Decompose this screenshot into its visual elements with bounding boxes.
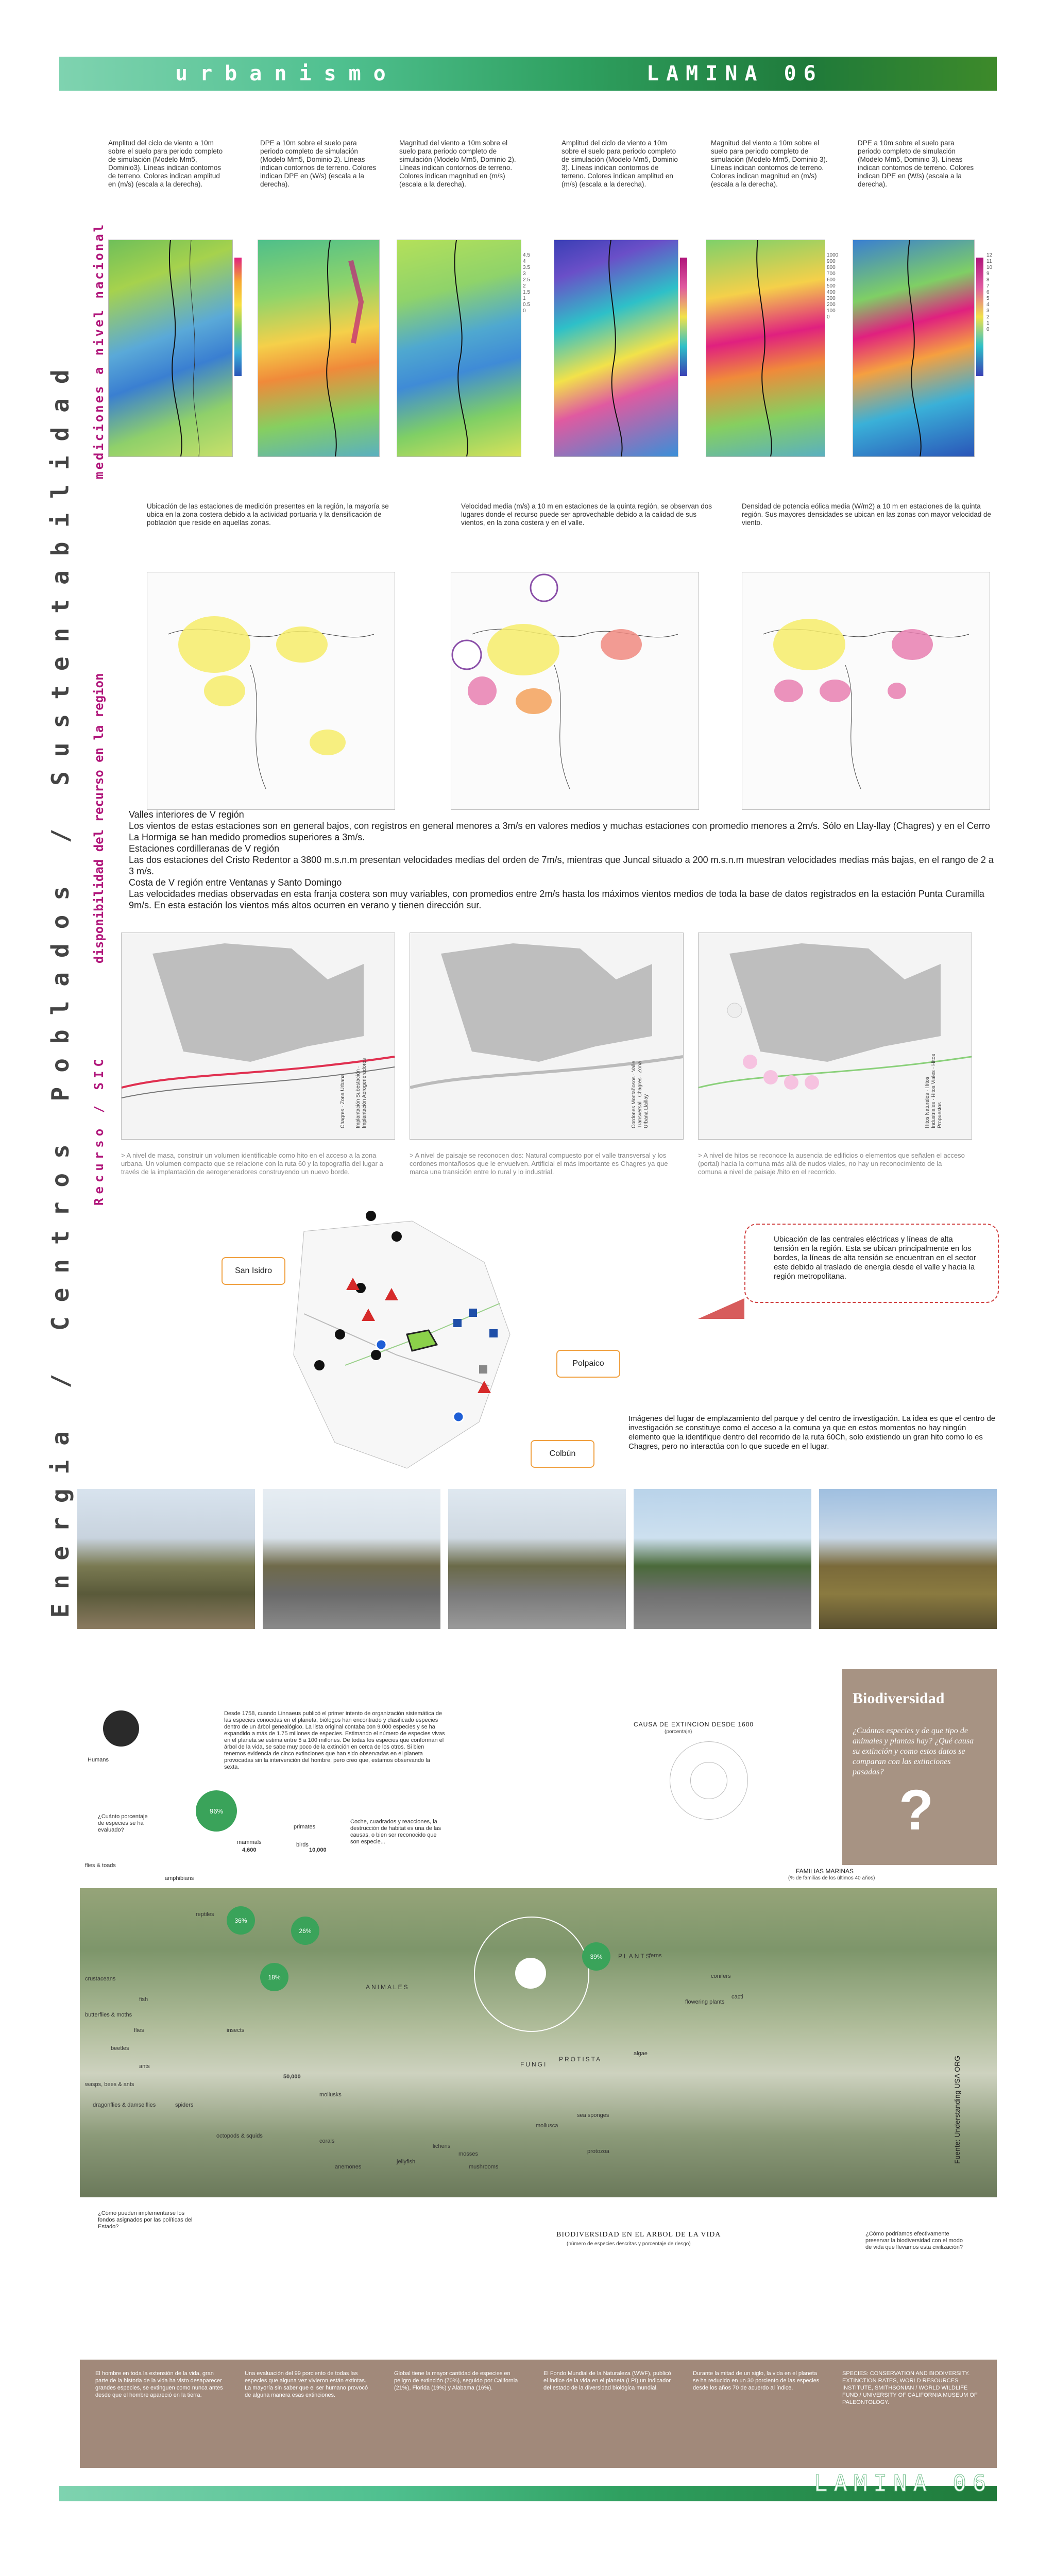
label-flies-toads: flies & toads xyxy=(85,1862,116,1869)
region-map-velocity xyxy=(451,572,699,810)
tree-sub: (número de especies descritas y porcentaje de riesgo) xyxy=(567,2241,691,2247)
label-conifers: conifers xyxy=(711,1973,731,1979)
wind-map-4 xyxy=(554,240,678,457)
label-wasps: wasps, bees & ants xyxy=(85,2081,134,2088)
site-photo-2 xyxy=(263,1489,440,1629)
site-photo-4 xyxy=(634,1489,811,1629)
site-note-3: > A nivel de hitos se reconoce la ausencia de edificios o elementos que señalen el acceso (portal) hacia la comuna más allá de nudos viales, no hay un reconocimiento de la comuna a nivel de paisaje /hito en el recorrido. xyxy=(698,1151,965,1176)
group-animales: ANIMALES xyxy=(366,1984,410,1991)
label-cacti: cacti xyxy=(731,1994,743,2000)
label-mammals: mammals xyxy=(237,1839,262,1845)
tick: 0 xyxy=(986,327,990,332)
tick: 800 xyxy=(827,265,836,270)
tick: 3 xyxy=(986,308,990,314)
label-colbun: Colbún xyxy=(531,1440,594,1468)
tick: 100 xyxy=(827,308,836,314)
group-protista: PROTISTA xyxy=(559,2056,602,2063)
bubble-pointer xyxy=(698,1298,744,1319)
valleys-heading-1: Valles interiores de V región xyxy=(129,809,244,820)
wind-caption-1: Amplitud del ciclo de viento a 10m sobre el suelo para periodo completo de simulación (Modelo Mm5, Dominio3). Líneas indican contornos de terreno. Colores indican amplitud en (m/s) (escala a la derecha). xyxy=(108,139,223,188)
percent-bubble: 39% xyxy=(582,1942,610,1971)
group-fungi: FUNGI xyxy=(520,2061,548,2068)
terrain-contours xyxy=(397,240,521,456)
legend-item: Implantación Subestación xyxy=(355,1069,361,1128)
colorbar-4 xyxy=(680,258,687,376)
question-mark-icon: ? xyxy=(899,1778,934,1842)
label-crustaceans: crustaceans xyxy=(85,1976,116,1982)
region-caption-2: Velocidad media (m/s) a 10 m en estaciones de la quinta región, se observan dos lugares donde el recurso puede ser aprovechable debido a la calidad de sus vientos, en la zona costera y en el valle. xyxy=(461,502,712,527)
label-mosses: mosses xyxy=(458,2151,478,2157)
legend-item: Hitos Propuestos xyxy=(931,1054,943,1128)
info-col-6: SPECIES: CONSERVATION AND BIODIVERSITY. EXTINCTION RATES, WORLD RESOURCES INSTITUTE, SMITHSONIAN / WORLD WILDLIFE FUND / UNIVERSITY OF CALIFORNIA MUSEUM OF PALEONTOLOGY. xyxy=(842,2370,978,2405)
legend-2: Cordones Montañosos · Valle Transversal · Chagres · Zona Urbana Llaillay xyxy=(631,1060,649,1128)
site-note-2: > A nivel de paisaje se reconocen dos: Natural compuesto por el valle transversal y los cordones montañosos que le envuelven. Artificial el más importante es Chagres ya que marca una transición entre lo rural y lo industrial. xyxy=(410,1151,668,1176)
scale-1 xyxy=(523,252,530,314)
humans-label: Humans xyxy=(88,1757,109,1763)
info-col-1: El hombre en toda la extensión de la vida, gran parte de la historia de la vida ha visto desaparecer grandes especies, se extinguen como nunca antes desde que el hombre apareció en la tierra. xyxy=(95,2370,223,2398)
families-title: FAMILIAS MARINAS xyxy=(796,1868,854,1875)
legend-item: Chagres xyxy=(637,1077,643,1097)
tick: 1 xyxy=(986,320,990,326)
label-sea-sponges: sea sponges xyxy=(577,2112,609,2119)
label-protozoa: protozoa xyxy=(587,2148,609,2155)
legend-item: Zona Urbana Llaillay xyxy=(637,1061,649,1128)
legend-item: Implantación Aerogeneradores xyxy=(362,1058,367,1128)
tick: 400 xyxy=(827,290,836,295)
tick: 4 xyxy=(523,259,526,264)
header-title-left: urbanismo xyxy=(175,62,398,86)
label-corals: corals xyxy=(319,2138,335,2144)
label-ants: ants xyxy=(139,2063,150,2070)
label-jellyfish: jellyfish xyxy=(397,2159,416,2165)
wind-caption-4: Amplitud del ciclo de viento a 10m sobre el suelo para periodo completo de simulación (Modelo Mm5, Dominio 3). Líneas indican contornos de terreno. Colores indican amplitud en (m/s) (escala a la derecha). xyxy=(561,139,678,188)
label-fish: fish xyxy=(139,1996,148,2003)
label-mollusks: mollusks xyxy=(319,2092,342,2098)
tick: 1.5 xyxy=(523,290,530,295)
tick: 1 xyxy=(523,296,526,301)
side-subtitle-sic: Recurso / SIC xyxy=(92,1055,106,1206)
colorbar-1 xyxy=(234,258,242,376)
tick: 6 xyxy=(986,290,990,295)
label-flies: flies xyxy=(134,2027,144,2033)
tick: 300 xyxy=(827,296,836,301)
percent-bubble: 18% xyxy=(260,1963,288,1991)
biodiversity-box xyxy=(842,1669,997,1865)
terrain-contours xyxy=(706,240,825,456)
tick: 0 xyxy=(523,308,526,314)
wind-map-3 xyxy=(397,240,521,457)
tick: 9 xyxy=(986,271,990,277)
tick: 700 xyxy=(827,271,836,277)
tick: 4.5 xyxy=(523,252,530,258)
header-title-right: LAMINA 06 xyxy=(646,62,823,86)
number-4600: 4,600 xyxy=(242,1847,257,1853)
label-ferns: ferns xyxy=(649,1953,662,1959)
terrain-contours xyxy=(109,240,232,456)
region-caption-1: Ubicación de las estaciones de medición presentes en la región, la mayoría se ubica en la zona costera debido a la actividad portuaria y la densificación de población que reside en aquellas zonas. xyxy=(147,502,389,527)
label-lichens: lichens xyxy=(433,2143,451,2149)
legend-item: Hitos Industriales xyxy=(925,1076,937,1128)
site-photo-3 xyxy=(448,1489,626,1629)
legend-item: Hitos Naturales xyxy=(925,1093,930,1128)
region-map-svg xyxy=(451,572,699,809)
valleys-heading-3: Costa de V región entre Ventanas y Santo Domingo xyxy=(129,877,342,888)
colorbar-6 xyxy=(976,258,983,376)
tick: 200 xyxy=(827,302,836,308)
label-flowering: flowering plants xyxy=(685,1999,725,2005)
valleys-text xyxy=(129,809,999,911)
header-bar xyxy=(59,57,997,91)
wind-map-2 xyxy=(258,240,380,457)
tick: 1000 xyxy=(827,252,839,258)
humans-icon xyxy=(103,1710,139,1747)
causes-circle-inner xyxy=(690,1762,727,1799)
tick: 10 xyxy=(986,265,993,270)
site-photo-1 xyxy=(77,1489,255,1629)
info-bubble xyxy=(744,1224,999,1303)
valleys-para-3: Las velocidades medias observadas en esta franja costera son muy variables, con promedios entre 2m/s hasta los máximos vientos medios de toda la base de datos registrados en la estación Punta Curamilla 9m/s. En esta estación los vientos más altos ocurren en verano y tienen dirección sur. xyxy=(129,889,984,910)
info-bubble-text: Ubicación de las centrales eléctricas y líneas de alta tensión en la región. Esta se ubican principalmente en los bordes, la líneas de alta tensión se encuentran en el sector este debido al traslado de energía desde el valle y hacia la región metropolitana. xyxy=(774,1235,976,1281)
legend-item: Chagres xyxy=(340,1109,346,1128)
causes-sub: (porcentaje) xyxy=(665,1729,692,1735)
label-octopods: octopods & squids xyxy=(216,2133,263,2139)
scale-2 xyxy=(827,252,838,320)
label-butterflies: butterflies & moths xyxy=(85,2012,132,2018)
families-sub: (% de familias de los últimos 40 años) xyxy=(788,1875,875,1881)
biodiversity-box-text: ¿Cuántas especies y de que tipo de animales y plantas hay? ¿Qué causa su extinción y como estos datos se comparan con las extinciones pasadas? xyxy=(853,1726,974,1776)
group-plants: PLANTS xyxy=(618,1953,652,1960)
label-mushrooms: mushrooms xyxy=(469,2164,499,2170)
label-reptiles: reptiles xyxy=(196,1911,214,1918)
tick: 2 xyxy=(986,314,990,320)
bottom-info-band xyxy=(80,2360,997,2468)
tick: 3.5 xyxy=(523,265,530,270)
tick: 0.5 xyxy=(523,302,530,308)
site-plan-1 xyxy=(121,933,395,1140)
percent-bubble: 96% xyxy=(196,1790,237,1832)
biodiversity-box-title: Biodiversidad xyxy=(853,1690,945,1707)
tick: 500 xyxy=(827,283,836,289)
legend-1b: Implantación Subestación · Implantación Aerogeneradores xyxy=(355,1058,367,1128)
tick: 2.5 xyxy=(523,277,530,283)
tick: 8 xyxy=(986,277,990,283)
label-spiders: spiders xyxy=(175,2102,194,2108)
wind-caption-2: DPE a 10m sobre el suelo para periodo completo de simulación (Modelo Mm5, Dominio 2). Líneas indican contornos de terreno. Colores indican DPE en (W/s) (escala a la derecha). xyxy=(260,139,377,188)
label-polpaico: Polpaico xyxy=(556,1350,620,1378)
tick: 0 xyxy=(827,314,830,320)
bio-intro: Desde 1758, cuando Linnaeus publicó el primer intento de organización sistemática de las especies conocidas en el planeta, biólogos han encontrado y clasificado especies dentro de un árbol genealógico. La lista original contaba con 9.000 especies y se ha expandido a más de 1.75 millones de especies. Estimando el número de especies vivas en el planeta se estima entre 5 a 100 millones. De todas los especies que conforman el árbol de la vida, se sabe muy poco de la extinción en cerca de los otros. Si bien tenemos evidencia de cinco extinciones que han sido observadas en el planeta provocadas sin la intervención del hombre, pero creo que, estamos observando la sexta. xyxy=(224,1710,445,1770)
legend-3: Hitos Naturales · Hitos Industriales · Hitos Viales · Hitos Propuestos xyxy=(925,1054,943,1128)
label-primates: primates xyxy=(294,1824,316,1830)
site-plan-svg xyxy=(122,933,395,1139)
region-map-stations xyxy=(147,572,395,810)
wind-map-1 xyxy=(108,240,233,457)
label-anemones: anemones xyxy=(335,2164,362,2170)
number-50000: 50,000 xyxy=(283,2074,301,2080)
label-insects: insects xyxy=(227,2027,245,2033)
wind-caption-6: DPE a 10m sobre el suelo para periodo completo de simulación (Modelo Mm5, Dominio 3). Líneas indican contornos de terreno. Colores indican DPE en (W/s) (escala a la derecha). xyxy=(858,139,974,188)
valleys-heading-2: Estaciones cordilleranas de V región xyxy=(129,843,280,854)
info-col-2: Una evaluación del 99 porciento de todas las especies que alguna vez vivieron están extintas. La mayoría sin saber que el ser humano provocó de alguna manera esas extinciones. xyxy=(245,2370,368,2398)
label-amphibians: amphibians xyxy=(165,1875,194,1882)
region-map-svg xyxy=(742,572,990,809)
tick: 12 xyxy=(986,252,993,258)
region-map-density xyxy=(742,572,990,810)
tick: 4 xyxy=(986,302,990,308)
side-main-title: Energia / Centros Poblados / Sustentabilidad xyxy=(46,355,74,1618)
mammal-note: Coche, cuadrados y reacciones, la destrucción de habitat es una de las causas, o bien ser reconocido que son especie... xyxy=(350,1819,441,1845)
legend-item: Hitos Viales xyxy=(931,1070,937,1097)
tick: 2 xyxy=(523,283,526,289)
label-birds: birds xyxy=(296,1842,309,1848)
region-caption-3: Densidad de potencia eólica media (W/m2) a 10 m en estaciones de la quinta región. Sus mayores densidades se ubican en las zonas con mayor velocidad de viento. xyxy=(742,502,992,527)
label-beetles: beetles xyxy=(111,2045,129,2052)
question-1: ¿Cuánto porcentaje de especies se ha evaluado? xyxy=(98,1814,148,1833)
label-dragonflies: dragonflies & damselflies xyxy=(93,2102,156,2108)
terrain-contours xyxy=(554,240,678,456)
legend-item: Zona Urbana xyxy=(340,1074,346,1105)
percent-bubble: 36% xyxy=(227,1906,255,1935)
wind-caption-5: Magnitud del viento a 10m sobre el suelo para periodo completo de simulación (Modelo Mm5, Dominio 3). Líneas indican contornos de terreno. Colores indican magnitud en (m/s) (escala a la derecha). xyxy=(711,139,828,188)
wind-map-6 xyxy=(853,240,975,457)
info-col-3: Global tiene la mayor cantidad de especies en peligro de extinción (70%), seguido por California (21%), Florida (19%) y Alabama (16%). xyxy=(394,2370,518,2391)
photos-caption: Imágenes del lugar de emplazamiento del parque y del centro de investigación. La idea es que el centro de investigación se constituye como el acceso a la comuna ya que en estos momentos no hay ningún elemento que la identifique dentro del recorrido de la ruta 60Ch, solo existiendo un gran hito como lo es Chagres, pero no interactúa con lo que sucede en el lugar. xyxy=(628,1414,996,1451)
tick: 600 xyxy=(827,277,836,283)
label-san-isidro: San Isidro xyxy=(222,1257,285,1285)
number-10000: 10,000 xyxy=(309,1847,327,1853)
site-photo-5 xyxy=(819,1489,997,1629)
label-algae: algae xyxy=(634,2050,648,2057)
footer-title: LAMINA 06 xyxy=(814,2470,993,2497)
region-map-svg xyxy=(147,572,395,809)
scale-3 xyxy=(986,252,992,333)
terrain-contours xyxy=(853,240,974,456)
question-3: ¿Cómo pueden implementarse los fondos asignados por las políticas del Estado? xyxy=(98,2210,193,2230)
terrain-contours xyxy=(258,240,379,456)
info-col-4: El Fondo Mundial de la Naturaleza (WWF), publicó el índice de la vida en el planeta (LPI) un indicador del estado de la diversidad biológica mundial. xyxy=(543,2370,671,2391)
side-subtitle-national: mediciones a nivel nacional xyxy=(92,222,106,479)
valleys-para-1: Los vientos de estas estaciones son en general bajos, con registros en general menores a 3m/s en valores medios y muchas estaciones con promedio menores a 2m/s. Sólo en Llay-llay (Chagres) y en el Cerro La Hormiga se han medido promedios superiores a 3m/s. xyxy=(129,821,990,842)
tick: 900 xyxy=(827,259,836,264)
causes-title: CAUSA DE EXTINCION DESDE 1600 xyxy=(634,1721,754,1728)
wind-map-5 xyxy=(706,240,825,457)
label-mollusca: mollusca xyxy=(536,2123,558,2129)
tick: 5 xyxy=(986,296,990,301)
tick: 3 xyxy=(523,271,526,277)
percent-bubble: 26% xyxy=(291,1917,319,1945)
wind-caption-3: Magnitud del viento a 10m sobre el suelo para periodo completo de simulación (Modelo Mm5, Dominio 2). Líneas indican contornos de terreno. Colores indican magnitud en (m/s) (escala a la derecha). xyxy=(399,139,516,188)
tree-of-life-center xyxy=(515,1958,546,1989)
tick: 11 xyxy=(986,259,992,264)
tick: 7 xyxy=(986,283,990,289)
info-col-5: Durante la mitad de un siglo, la vida en el planeta se ha reducido en un 30 porciento de las especies desde los años 70 de acuerdo al índice. xyxy=(693,2370,820,2391)
valleys-para-2: Las dos estaciones del Cristo Redentor a 3800 m.s.n.m presentan velocidades medias del orden de 7m/s, mientras que Juncal situado a 200 m.s.n.m muestran velocidades medias más bajas, en el rango de 2 a 3 m/s. xyxy=(129,855,994,876)
tree-title: BIODIVERSIDAD EN EL ARBOL DE LA VIDA xyxy=(556,2231,721,2239)
legend-item: Valle Transversal xyxy=(631,1060,643,1128)
legend-item: Cordones Montañosos xyxy=(631,1076,637,1128)
legend-1: Chagres · Zona Urbana xyxy=(340,1074,346,1128)
source-note: Fuente: Understanding USA ORG xyxy=(953,2055,961,2164)
site-note-1: > A nivel de masa, construir un volumen identificable como hito en el acceso a la zona urbana. Un volumen compacto que se relacione con la ruta 60 y la topografía del lugar a través de la implantación de aerogeneradores construyendo un nuevo borde. xyxy=(121,1151,383,1176)
question-2: ¿Cómo podríamos efectivamente preservar la biodiversidad con el modo de vida que llevamos esta civilización? xyxy=(865,2231,963,2250)
side-subtitle-region: disponibilidad del recurso en la region xyxy=(92,673,106,963)
